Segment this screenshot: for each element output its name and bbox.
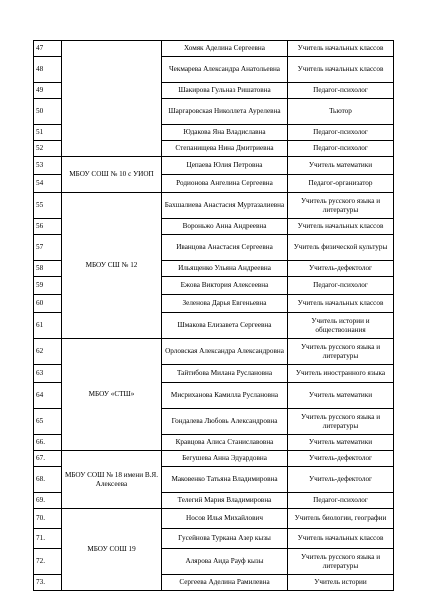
position: Тьютор [288,99,394,125]
position: Учитель математики [288,157,394,175]
teacher-name: Бахшалиева Анастасия Муртазалиевна [162,193,288,219]
position: Учитель начальных классов [288,295,394,313]
row-number: 68. [34,467,62,493]
row-number: 71. [34,529,62,549]
teacher-name: Юдакова Яна Владиславна [162,125,288,141]
row-number: 64 [34,383,62,409]
position: Учитель иностранного языка [288,365,394,383]
row-number: 66. [34,435,62,451]
row-number: 52 [34,141,62,157]
school-name: МБОУ «СТШ» [62,339,162,451]
school-name: МБОУ СОШ № 18 имени В.Я. Алексеева [62,451,162,509]
school-name: МБОУ СШ № 12 [62,193,162,339]
table-row [34,193,394,219]
row-number: 59 [34,277,62,295]
row-number: 69. [34,493,62,509]
teacher-name: Степанищева Нина Дмитриевна [162,141,288,157]
position: Учитель русского языка и литературы [288,409,394,435]
table-row [34,451,394,467]
position: Педагог-психолог [288,493,394,509]
row-number: 48 [34,57,62,83]
row-number: 49 [34,83,62,99]
row-number: 58 [34,261,62,277]
teacher-name: Шакирова Гульназ Ришатовна [162,83,288,99]
position: Учитель русского языка и литературы [288,193,394,219]
row-number: 47 [34,41,62,57]
row-number: 55 [34,193,62,219]
teacher-name: Иванцова Анастасия Сергеевна [162,235,288,261]
row-number: 70. [34,509,62,529]
teacher-name: Носов Илья Михайлович [162,509,288,529]
position: Учитель-дефектолог [288,467,394,493]
position: Учитель математики [288,435,394,451]
teacher-name: Алярова Аида Рауф кызы [162,549,288,575]
position: Учитель биологии, географии [288,509,394,529]
school-name: МБОУ СОШ № 10 с УИОП [62,157,162,193]
row-number: 57 [34,235,62,261]
teacher-name: Бегушева Анна Эдуардовна [162,451,288,467]
row-number: 61 [34,313,62,339]
position: Учитель математики [288,383,394,409]
row-number: 51 [34,125,62,141]
row-number: 62 [34,339,62,365]
teacher-name: Тайтибова Милана Руслановна [162,365,288,383]
teacher-name: Маковенко Татьяна Владимировна [162,467,288,493]
teacher-name: Сергеева Аделина Рамилевна [162,575,288,591]
teacher-name: Телегий Мария Владимировна [162,493,288,509]
school-cell [62,41,162,157]
table-row [34,509,394,529]
table-row [34,339,394,365]
teacher-name: Родионова Ангелина Сергеевна [162,175,288,193]
teacher-name: Ильященко Ульяна Андреевна [162,261,288,277]
teacher-name: Хомяк Аделина Сергеевна [162,41,288,57]
position: Учитель начальных классов [288,57,394,83]
staff-table [33,40,394,591]
row-number: 67. [34,451,62,467]
position: Учитель начальных классов [288,529,394,549]
position: Учитель-дефектолог [288,261,394,277]
row-number: 50 [34,99,62,125]
row-number: 72. [34,549,62,575]
position: Учитель русского языка и литературы [288,339,394,365]
teacher-name: Кравцова Алиса Станиславовна [162,435,288,451]
row-number: 54 [34,175,62,193]
row-number: 53 [34,157,62,175]
teacher-name: Ежова Виктория Алексеевна [162,277,288,295]
row-number: 56 [34,219,62,235]
teacher-name: Цепаева Юлия Петровна [162,157,288,175]
teacher-name: Орловская Александра Александровна [162,339,288,365]
position: Учитель истории и обществознания [288,313,394,339]
teacher-name: Зеленова Дарья Евгеньевна [162,295,288,313]
teacher-name: Гондалева Любовь Александровна [162,409,288,435]
teacher-name: Гусейнова Туркана Азер кызы [162,529,288,549]
table-row [34,157,394,175]
position: Педагог-организатор [288,175,394,193]
school-name: МБОУ СОШ 19 [62,509,162,591]
position: Учитель физической культуры [288,235,394,261]
position: Учитель-дефектолог [288,451,394,467]
teacher-name: Шмакова Елизавета Сергеевна [162,313,288,339]
row-number: 65 [34,409,62,435]
position: Педагог-психолог [288,277,394,295]
row-number: 63 [34,365,62,383]
table-row [34,41,394,57]
position: Учитель истории [288,575,394,591]
row-number: 60 [34,295,62,313]
position: Педагог-психолог [288,83,394,99]
position: Учитель начальных классов [288,219,394,235]
teacher-name: Вороньжо Анна Андреевна [162,219,288,235]
teacher-name: Мисриханова Камилла Руслановна [162,383,288,409]
teacher-name: Шаргаровская Николлета Аурелевна [162,99,288,125]
position: Педагог-психолог [288,141,394,157]
row-number: 73. [34,575,62,591]
position: Учитель русского языка и литературы [288,549,394,575]
position: Учитель начальных классов [288,41,394,57]
teacher-name: Чекмарева Александра Анатольевна [162,57,288,83]
position: Педагог-психолог [288,125,394,141]
